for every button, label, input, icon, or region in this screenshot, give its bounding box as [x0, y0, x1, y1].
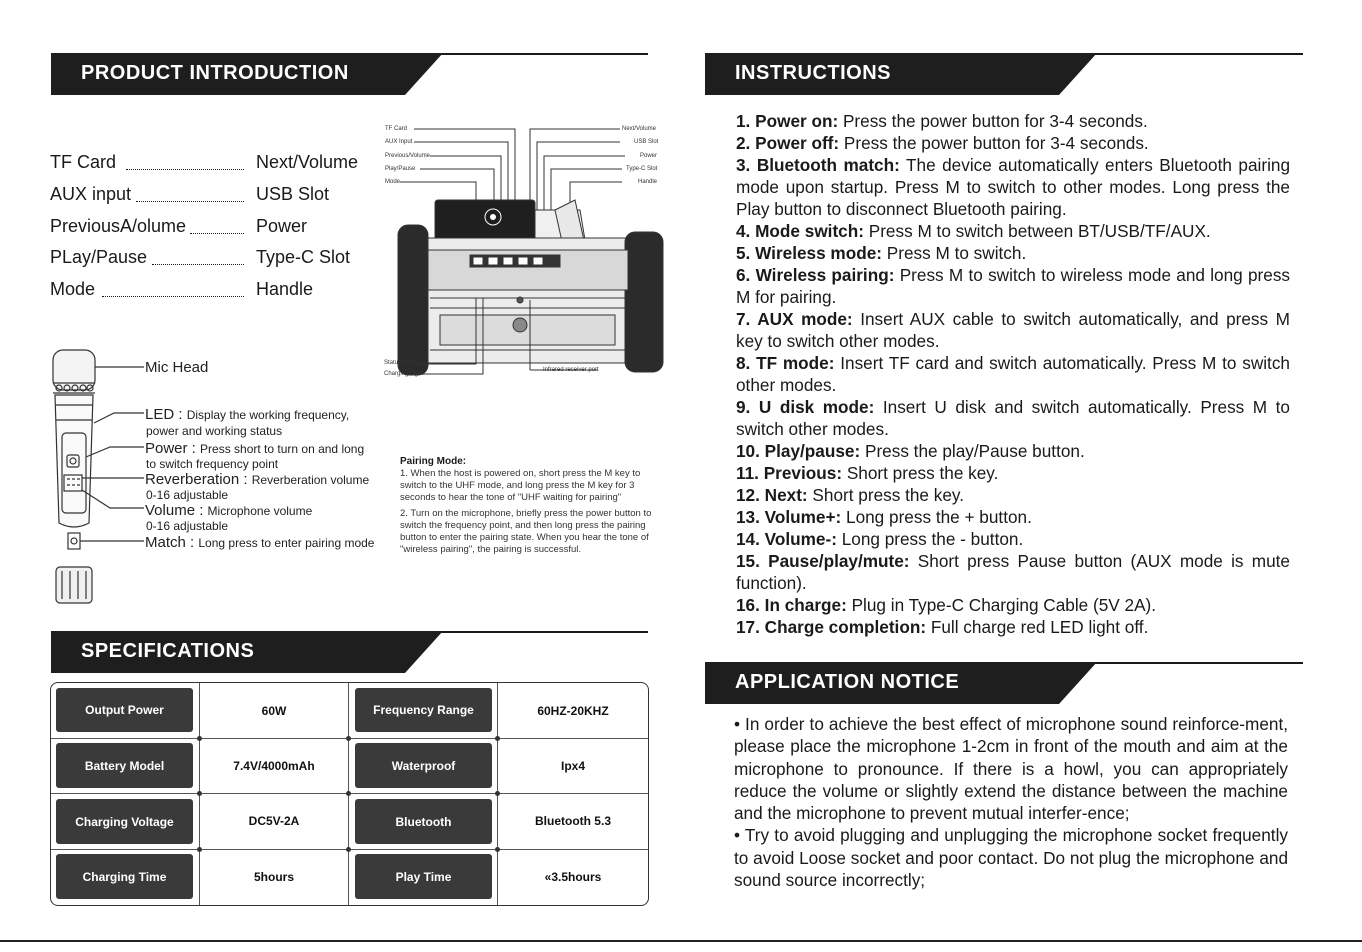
part-left-4: Mode — [50, 279, 96, 299]
instruction-item: 1. Power on: Press the power button for 3-4 seconds. — [736, 111, 1148, 131]
part-right-2: Power — [256, 216, 308, 236]
spec-label-play-time: Play Time — [355, 854, 492, 899]
instruction-item: 9. U disk mode: Insert U disk and switch automatically. Press M to switch other modes. — [736, 397, 1290, 439]
mic-power-title: Power : — [145, 440, 196, 457]
instruction-item: 8. TF mode: Insert TF card and switch automatically. Press M to switch other modes. — [736, 353, 1290, 395]
notice-paragraph: • In order to achieve the best effect of microphone sound reinforce-ment, please place the microphone 1-2cm in front of the mouth and aim at the microphone to pronounce. If there is a howl, you can appropriately reduce the volume or slightly extend the distance between the machine and the microphone to prevent mutual interfer-ence; — [734, 714, 1288, 824]
spec-value-battery-model: 7.4V/4000mAh — [233, 758, 315, 773]
spec-value-charging-time: 5hours — [253, 870, 294, 884]
mic-power-label — [145, 440, 364, 457]
page-bottom-rule — [0, 940, 1362, 942]
application-notice-text — [734, 713, 1288, 891]
spec-value-bluetooth: Bluetooth 5.3 — [534, 814, 611, 828]
callout-aux-input: AUX Input — [385, 139, 413, 145]
spec-value-play-time: «3.5hours — [544, 870, 602, 884]
instruction-item: 7. AUX mode: Insert AUX cable to switch automatically, and press M key to switch other modes. — [736, 309, 1290, 351]
pairing-step-2: 2. Turn on the microphone, briefly press the power button to switch the frequency point, and then long press the pairing button to enter the pairing state. When you hear the tone of "wireless pairing", the pairing is successful. — [400, 508, 652, 555]
mic-led-title: LED : — [145, 406, 183, 423]
instruction-item: 5. Wireless mode: Press M to switch. — [736, 243, 1027, 263]
spec-label-charging-time: Charging Time — [56, 854, 193, 899]
instruction-item: 11. Previous: Short press the key. — [736, 463, 999, 483]
mic-volume-title: Volume : — [145, 502, 204, 519]
instruction-item: 13. Volume+: Long press the + button. — [736, 507, 1032, 527]
spec-value-frequency-range: 60HZ-20KHZ — [537, 703, 609, 718]
part-left-2: PreviousA/olume — [50, 216, 187, 236]
spec-label-battery-model: Battery Model — [56, 743, 193, 788]
notice-paragraph: • Try to avoid plugging and unplugging the microphone socket frequently to avoid Loose socket and poor contact. Do not plug the microphone and sound source incorrectly; — [734, 825, 1288, 891]
mic-match-title: Match : — [145, 534, 195, 551]
mic-reverb-title: Reverberation : — [145, 471, 248, 488]
leader-dots — [136, 201, 244, 202]
spec-value-charging-voltage: DC5V-2A — [248, 814, 300, 828]
part-right-3: Type-C Slot — [256, 247, 351, 267]
mic-led-desc-2: power and working status — [146, 424, 283, 438]
instruction-item: 12. Next: Short press the key. — [736, 485, 965, 505]
instruction-item: 16. In charge: Plug in Type-C Charging Cable (5V 2A). — [736, 595, 1157, 615]
product-introduction-title: PRODUCT INTRODUCTION — [81, 62, 349, 84]
instruction-item: 17. Charge completion: Full charge red LED light off. — [736, 617, 1149, 637]
mic-volume-desc: Microphone volume — [207, 504, 313, 518]
specifications-title: SPECIFICATIONS — [81, 640, 255, 662]
microphone-illustration — [50, 345, 150, 607]
mic-reverb-desc: Reverberation volume — [251, 473, 370, 487]
product-introduction-banner — [51, 53, 648, 95]
callout-status-light: Status Light — [384, 360, 416, 366]
mic-match-label — [145, 534, 374, 551]
part-right-0: Next/Volume — [256, 152, 359, 172]
callout-tf-card: TF Card — [385, 126, 408, 132]
application-notice-banner — [705, 662, 1303, 704]
leader-dots — [152, 264, 244, 265]
pairing-step-1: 1. When the host is powered on, short press the M key to switch to the UHF mode, and long press the M key for 3 seconds to hear the tone of "UHF waiting for pairing" — [400, 468, 641, 503]
spec-label-frequency-range: Frequency Range — [355, 688, 492, 732]
spec-value-output-power: 60W — [261, 703, 287, 718]
spec-label-waterproof: Waterproof — [355, 743, 492, 788]
mic-led-desc: Display the working frequency, — [186, 408, 350, 422]
instruction-item: 10. Play/pause: Press the play/Pause button. — [736, 441, 1085, 461]
spec-label-bluetooth: Bluetooth — [355, 799, 492, 844]
spec-label-charging-voltage: Charging Voltage — [56, 799, 193, 844]
mic-power-desc-2: to switch frequency point — [146, 457, 279, 471]
part-left-1: AUX input — [50, 184, 132, 204]
part-left-0: TF Card — [50, 152, 117, 172]
application-notice-title: APPLICATION NOTICE — [735, 671, 960, 693]
mic-head-label: Mic Head — [145, 359, 209, 376]
instructions-list — [736, 110, 1290, 638]
speaker-illustration — [380, 120, 665, 380]
callout-play-pause: Play/Pause — [385, 166, 416, 172]
specifications-banner — [51, 631, 648, 673]
instruction-item: 15. Pause/play/mute: Short press Pause button (AUX mode is mute function). — [736, 551, 1290, 593]
callout-mode: Mode — [385, 179, 401, 185]
instructions-banner — [705, 53, 1303, 95]
spec-label-output-power: Output Power — [56, 688, 193, 732]
mic-volume-label — [145, 502, 312, 519]
instruction-item: 6. Wireless pairing: Press M to switch to wireless mode and long press M for pairing. — [736, 265, 1291, 307]
leader-dots — [190, 233, 244, 234]
mic-led-label — [145, 406, 349, 423]
pairing-title: Pairing Mode: — [400, 456, 467, 467]
mic-power-desc: Press short to turn on and long — [200, 442, 365, 456]
part-right-1: USB Slot — [256, 184, 330, 204]
instructions-title: INSTRUCTIONS — [735, 62, 891, 84]
part-right-4: Handle — [256, 279, 314, 299]
callout-power: Power — [640, 153, 658, 159]
mic-match-desc: Long press to enter pairing mode — [198, 536, 375, 550]
pairing-mode-block — [400, 456, 662, 556]
leader-dots — [102, 296, 244, 297]
callout-infrared-port: Infrared receiver port — [543, 367, 599, 373]
instruction-item: 14. Volume-: Long press the - button. — [736, 529, 1024, 549]
callout-previous-volume: Previous/Volume — [385, 153, 431, 159]
specifications-table — [50, 682, 649, 906]
mic-reverb-desc-2: 0-16 adjustable — [146, 488, 229, 502]
instruction-item: 3. Bluetooth match: The device automatically enters Bluetooth pairing mode upon startup. Press M to switch to other modes. Long press the Play button to disconnect Bluetooth pairing. — [736, 155, 1291, 219]
part-left-3: PLay/Pause — [50, 247, 148, 267]
spec-value-waterproof: Ipx4 — [560, 758, 585, 773]
mic-volume-desc-2: 0-16 adjustable — [146, 519, 229, 533]
callout-next-volume: Next/Volume — [622, 126, 657, 132]
instruction-item: 2. Power off: Press the power button for 3-4 seconds. — [736, 133, 1149, 153]
callout-type-c-slot: Type-C Slot — [626, 166, 658, 172]
callout-handle: Handle — [638, 179, 658, 185]
callout-usb-slot: USB Slot — [634, 139, 659, 145]
instruction-item: 4. Mode switch: Press M to switch between BT/USB/TF/AUX. — [736, 221, 1211, 241]
callout-charging-light: Charging Light — [384, 371, 424, 377]
mic-reverb-label — [145, 471, 369, 488]
leader-dots — [126, 169, 244, 170]
